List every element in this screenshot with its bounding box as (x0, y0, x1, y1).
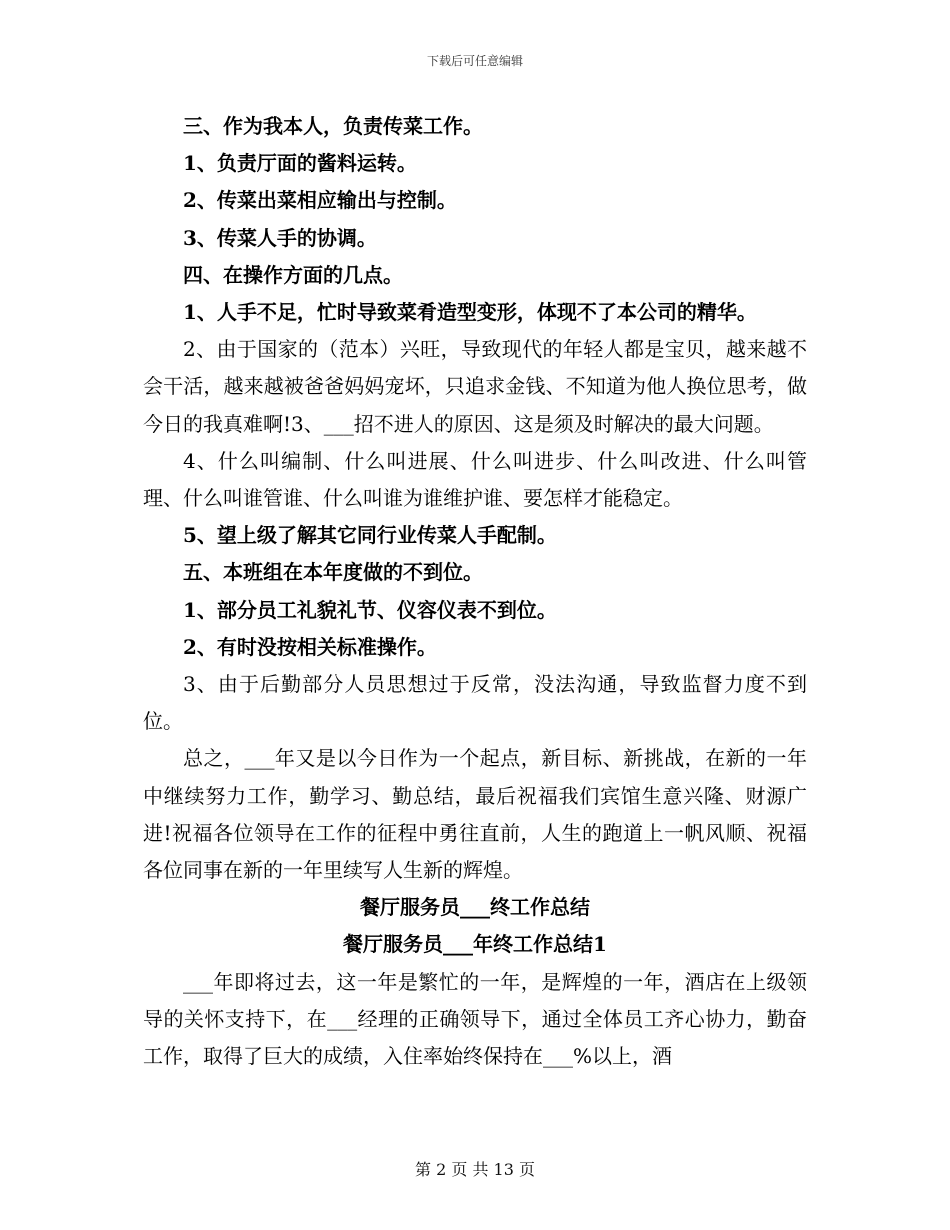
document-body (143, 108, 807, 1075)
list-item: 1、人手不足，忙时导致菜肴造型变形，体现不了本公司的精华。 (183, 300, 757, 325)
body-paragraph: 2、由于国家的（范本）兴旺，导致现代的年轻人都是宝贝，越来越不会干活，越来越被爸爸妈妈宠坏，只追求金钱、不知道为他人换位思考，做今日的我真难啊!3、___招不进人的原因、这是须及时解决的最大问题。 (143, 337, 807, 436)
list-item: 2、有时没按相关标准操作。 (183, 634, 437, 659)
list-item: 2、传菜出菜相应输出与控制。 (183, 188, 457, 213)
section-heading-3: 三、作为我本人，负责传菜工作。 (183, 114, 483, 138)
section-heading-5: 五、本班组在本年度做的不到位。 (183, 560, 483, 585)
list-item: 5、望上级了解其它同行业传菜人手配制。 (183, 523, 557, 548)
body-paragraph: ___年即将过去，这一年是繁忙的一年，是辉煌的一年，酒店在上级领导的关怀支持下，在___经理的正确领导下，通过全体员工齐心协力，勤奋工作，取得了巨大的成绩，入住率始终保持在___%以上，酒 (143, 969, 807, 1069)
body-paragraph: 3、由于后勤部分人员思想过于反常，没法沟通，导致监督力度不到位。 (143, 672, 807, 734)
document-title: 餐厅服务员___终工作总结 (360, 895, 590, 920)
list-item: 1、负责厅面的酱料运转。 (183, 151, 417, 176)
list-item: 1、部分员工礼貌礼节、仪容仪表不到位。 (183, 597, 557, 622)
body-paragraph: 4、什么叫编制、什么叫进展、什么叫进步、什么叫改进、什么叫管理、什么叫谁管谁、什么叫谁为谁维护谁、要怎样才能稳定。 (143, 448, 807, 511)
section-heading-4: 四、在操作方面的几点。 (183, 262, 403, 287)
list-item: 3、传菜人手的协调。 (183, 225, 377, 250)
summary-paragraph: 总之，___年又是以今日作为一个起点，新目标、新挑战，在新的一年中继续努力工作，勤学习、勤总结，最后祝福我们宾馆生意兴隆、财源广进!祝福各位领导在工作的征程中勇往直前，人生的跑道上一帆风顺、祝福各位同事在新的一年里续写人生新的辉煌。 (143, 746, 807, 883)
page-header: 下载后可任意编辑 (426, 54, 523, 68)
page-footer: 第 2 页 共 13 页 (415, 1160, 535, 1179)
document-subtitle: 餐厅服务员___年终工作总结1 (343, 932, 607, 957)
